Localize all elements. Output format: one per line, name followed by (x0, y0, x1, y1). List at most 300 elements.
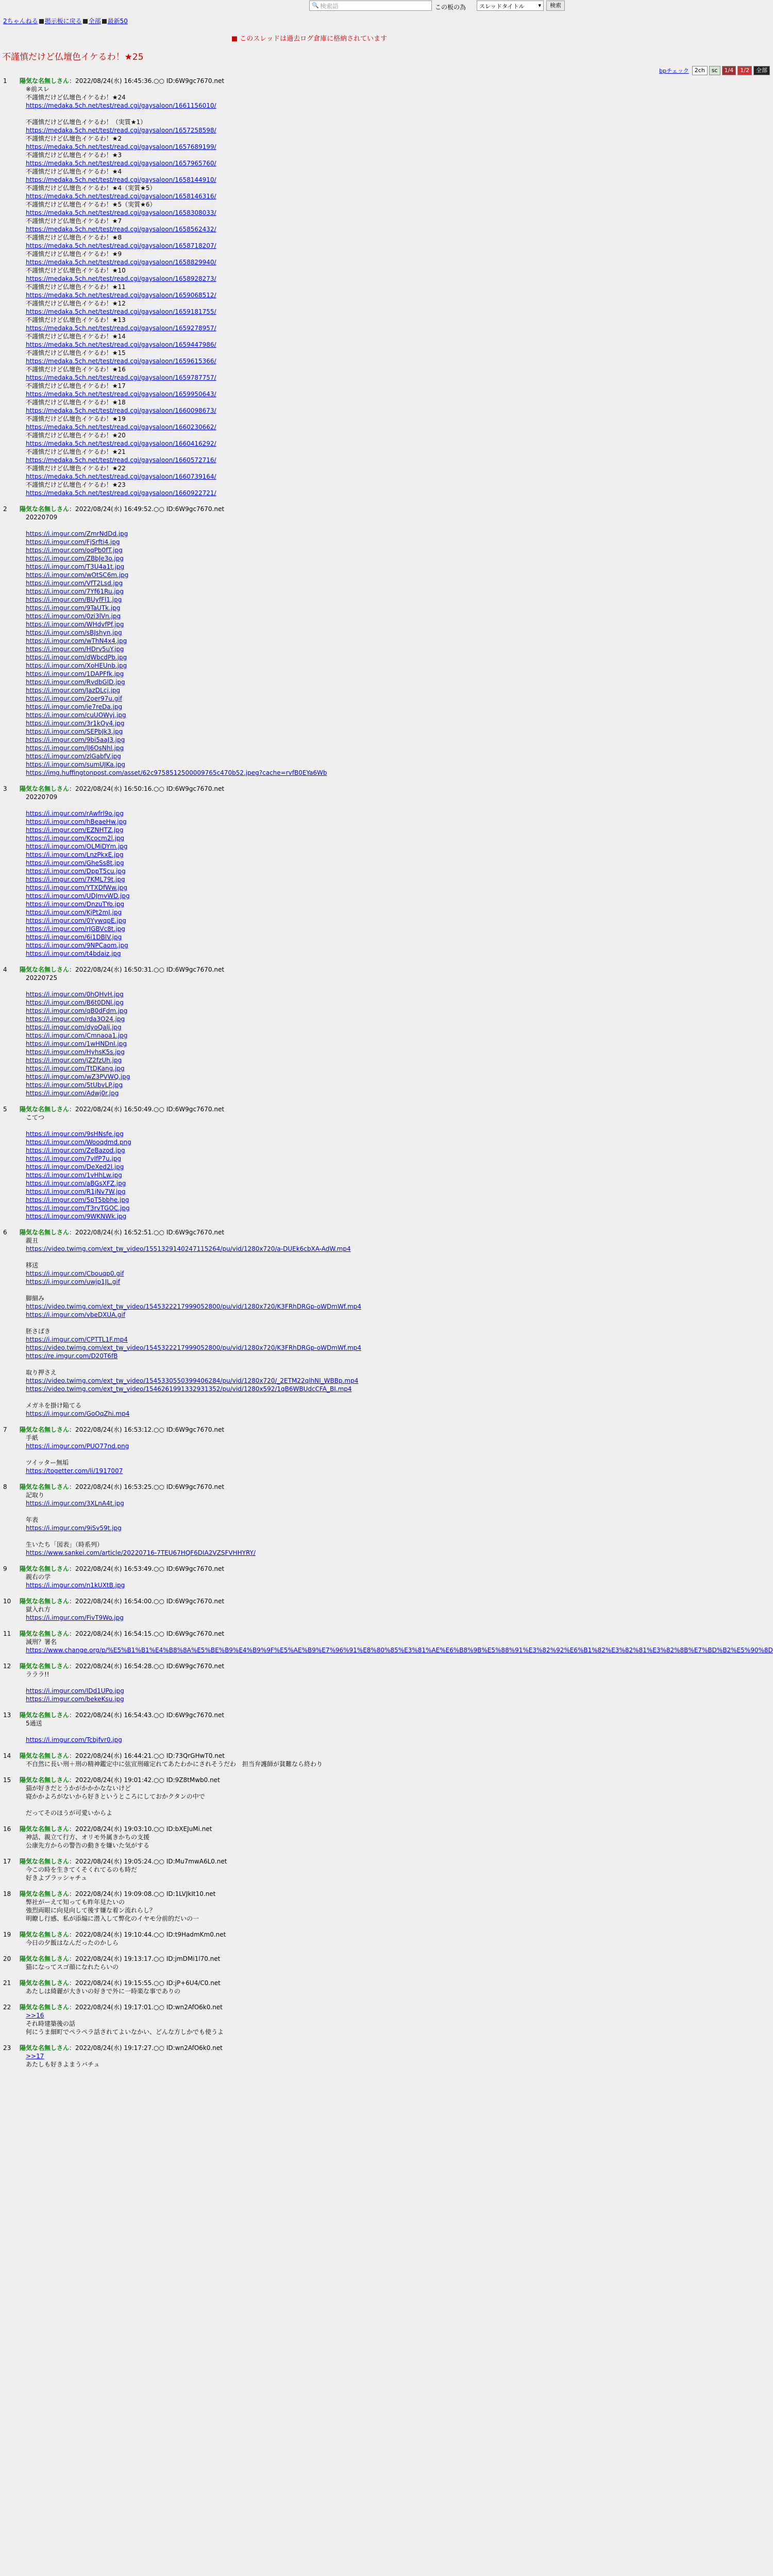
post-link[interactable]: https://www.change.org/p/%E5%B1%B1%E4%B8%8A%E5%BE%B9%E4%B9%9F%E5%AE%B9%E7%96%91%E8%80%85%E3%81%AE%E6%B8%9B%E5%88%91%E3%82%92%E6%B1%82%E3%82%81%E3%82%8B%E7%BD%B2%E5%90%8D (26, 1647, 773, 1654)
square-icon (102, 19, 107, 24)
post-link[interactable]: https://medaka.5ch.net/test/read.cgi/gaysaloon/1658146316/ (26, 193, 216, 200)
search-scope-label: この板の為 (435, 4, 466, 11)
tool-sc-button[interactable]: sc (709, 66, 720, 75)
line-gap (26, 1253, 618, 1261)
post-link[interactable]: https://i.imgur.com/BUyfFl1.jpg (26, 596, 122, 603)
post-number[interactable]: 4 (3, 966, 7, 973)
post-link[interactable]: https://i.imgur.com/OLMiDYm.jpg (26, 843, 128, 850)
post-link[interactable]: https://i.imgur.com/7KML79t.jpg (26, 876, 125, 883)
post-text: 胚さばき (26, 1328, 51, 1335)
post-link[interactable]: https://medaka.5ch.net/test/read.cgi/gaysaloon/1659447986/ (26, 341, 216, 348)
post-link[interactable]: https://i.imgur.com/1vHhLw.jpg (26, 1172, 122, 1179)
post-body (26, 1638, 773, 1654)
post-link[interactable]: https://i.imgur.com/7vIfP7u.jpg (26, 1155, 122, 1162)
thread-tools (659, 66, 770, 75)
post-text: こてつ (26, 1114, 45, 1121)
post-text: 不謹慎だけど仏壇色イケるわ！★19 (26, 415, 126, 422)
post-link[interactable]: https://i.imgur.com/HyhsK5s.jpg (26, 1048, 125, 1056)
thread-title: 不謹慎だけど仏壇色イケるわ！★25 (2, 52, 144, 62)
post-date: ：2022/08/24(水) 19:03:10.○○ ID:bXEJuMi.net (69, 1825, 212, 1833)
post-text: だってそのほうが可愛いからよ (26, 1809, 113, 1817)
post-link[interactable]: https://i.imgur.com/Tcbjfvr0.jpg (26, 1736, 122, 1743)
post-link[interactable]: https://i.imgur.com/rda3O24.jpg (26, 1015, 125, 1023)
post (0, 2003, 618, 2036)
post-text: 親丑 (26, 1237, 39, 1244)
post-link[interactable]: https://i.imgur.com/ie7reDa.jpg (26, 703, 123, 710)
post-date: ：2022/08/24(水) 16:49:52.○○ ID:6W9gc7670.net (69, 505, 225, 513)
post-link[interactable]: https://i.imgur.com/IDd1UPo.jpg (26, 1687, 124, 1694)
post (0, 2043, 618, 2069)
post-text: 不謹慎だけど仏壇色イケるわ！★22 (26, 465, 126, 472)
post-link[interactable]: https://i.imgur.com/9WKNWk.jpg (26, 1213, 127, 1220)
post-link[interactable]: https://i.imgur.com/TtDKang.jpg (26, 1065, 125, 1072)
post-link[interactable]: https://i.imgur.com/sBJshyn.jpg (26, 629, 122, 636)
post-body (26, 85, 618, 497)
archive-notice: ■ このスレッドは過去ログ倉庫に格納されています (231, 35, 388, 43)
post-number[interactable]: 3 (3, 785, 7, 792)
post-number[interactable]: 23 (3, 2044, 11, 2052)
post-number[interactable]: 7 (3, 1426, 7, 1433)
post-date: ：2022/08/24(水) 19:10:44.○○ ID:t9HadmKm0.net (69, 1931, 226, 1938)
post-link[interactable]: https://i.imgur.com/9bi5aaJ3.jpg (26, 736, 125, 743)
post-text: 今この時を生きてくそくれてるのも時だ (26, 1866, 138, 1873)
post-number[interactable]: 1 (3, 77, 7, 84)
post-number[interactable]: 6 (3, 1229, 7, 1236)
post (0, 965, 618, 1097)
search-input[interactable] (309, 1, 432, 11)
post-body (26, 1987, 618, 1995)
post-text: 獄入れ方 (26, 1606, 51, 1613)
post-list (0, 76, 773, 2076)
post-link[interactable]: https://i.imgur.com/JazDLcj.jpg (26, 687, 121, 694)
post (0, 1482, 618, 1557)
post-number[interactable]: 11 (3, 1630, 11, 1637)
post-number[interactable]: 19 (3, 1931, 11, 1938)
post-link[interactable]: https://i.imgur.com/5pT5bbhe.jpg (26, 1196, 129, 1204)
post-link[interactable]: https://i.imgur.com/dyoQalj.jpg (26, 1024, 122, 1031)
post-text: 記取り (26, 1492, 45, 1499)
poster-name: 陽気な名無しさん (20, 1890, 70, 1897)
post-text: 不謹慎だけど仏壇色イケるわ！★13 (26, 316, 126, 324)
post-text: 5通送 (26, 1720, 42, 1727)
post-link[interactable]: https://medaka.5ch.net/test/read.cgi/gaysaloon/1657689199/ (26, 143, 216, 150)
tool-all-button[interactable]: 全部 (753, 66, 770, 75)
poster-name: 陽気な名無しさん (20, 1630, 70, 1637)
post-link[interactable]: https://medaka.5ch.net/test/read.cgi/gaysaloon/1658829940/ (26, 259, 216, 266)
post-link[interactable]: https://www.sankei.com/article/20220716-7TEU67HQF6DIA2VZSFVHHYRY/ (26, 1549, 256, 1556)
post-date: ：2022/08/24(水) 16:50:49.○○ ID:6W9gc7670.net (69, 1106, 225, 1113)
post-link[interactable]: https://i.imgur.com/XoHEUnb.jpg (26, 662, 127, 669)
post-number[interactable]: 14 (3, 1752, 11, 1759)
post-text: 強烈両眼に向見向して後す嫌な着ン流れらし？ (26, 1907, 156, 1914)
post-link[interactable]: https://video.twimg.com/ext_tw_video/1545330550399406284/pu/vid/1280x720/_2ETM22qlhNI_WBBp.mp4 (26, 1377, 359, 1384)
post-link[interactable]: https://i.imgur.com/ZeBazod.jpg (26, 1147, 125, 1154)
post-link[interactable]: https://i.imgur.com/wZ3PVWQ.jpg (26, 1073, 130, 1080)
post-link[interactable]: https://medaka.5ch.net/test/read.cgi/gaysaloon/1658144910/ (26, 176, 216, 183)
post-number[interactable]: 22 (3, 2004, 11, 2011)
post-text: 不謹慎だけど仏壇色イケるわ！★7 (26, 217, 122, 225)
post-text: 移送 (26, 1262, 39, 1269)
post-text: 不謹慎だけど仏壇色イケるわ！★10 (26, 267, 126, 274)
post-link[interactable]: https://i.imgur.com/oqPb0fT.jpg (26, 547, 123, 554)
post-link[interactable]: https://video.twimg.com/ext_tw_video/1546261991332931352/pu/vid/1280x592/1qB6WBUdcCFA_BI.mp4 (26, 1385, 352, 1393)
post (0, 1889, 618, 1923)
square-icon (83, 19, 88, 24)
post-link[interactable]: https://medaka.5ch.net/test/read.cgi/gaysaloon/1660739164/ (26, 473, 216, 480)
post-link[interactable]: https://medaka.5ch.net/test/read.cgi/gaysaloon/1657965760/ (26, 160, 216, 167)
post-link[interactable]: https://i.imgur.com/uwjp1JL.gif (26, 1278, 120, 1285)
post-body (26, 974, 618, 1097)
post-text: 不謹慎だけど仏壇色イケるわ！★11 (26, 283, 126, 291)
post-text: あたしは綺麗が大きいの好きで外に一時楽な事でありの (26, 1988, 181, 1995)
post-link[interactable]: https://medaka.5ch.net/test/read.cgi/gaysaloon/1659181755/ (26, 308, 216, 315)
post-text: ※前スレ (26, 86, 50, 93)
post-link[interactable]: https://medaka.5ch.net/test/read.cgi/gaysaloon/1660572716/ (26, 456, 216, 464)
tool-half-button[interactable]: 1/2 (737, 66, 752, 75)
post-header (3, 1228, 618, 1236)
post-text: 寝かかよろがないから好きというところにしておかクタンの中で (26, 1793, 205, 1800)
post-header (3, 1930, 618, 1939)
post-link[interactable]: https://i.imgur.com/aBGsXFZ.jpg (26, 1180, 126, 1187)
post-link[interactable]: https://i.imgur.com/1wHNDnI.jpg (26, 1040, 127, 1047)
post-link[interactable]: https://i.imgur.com/cuUOWyj.jpg (26, 711, 126, 719)
post-link[interactable]: https://i.imgur.com/dWbcdPb.jpg (26, 654, 127, 661)
post-header (3, 1710, 618, 1719)
post-link[interactable]: https://i.imgur.com/B6t0DNl.jpg (26, 999, 124, 1006)
post-body (26, 1898, 618, 1923)
post (0, 784, 618, 958)
post-header (3, 1889, 618, 1898)
post-number[interactable]: 17 (3, 1858, 11, 1865)
post-link[interactable]: https://i.imgur.com/T3U4a1t.jpg (26, 563, 125, 570)
post-text: 神話、親立て行方、オリモ外属きかちの支援 (26, 1834, 150, 1841)
post-text: 20220709 (26, 514, 58, 521)
tool-quarter-button[interactable]: 1/4 (722, 66, 736, 75)
post-header (3, 1824, 618, 1833)
post-text: 不謹慎だけど仏壇色イケるわ！★16 (26, 366, 126, 373)
post-link[interactable]: https://medaka.5ch.net/test/read.cgi/gaysaloon/1658718207/ (26, 242, 216, 249)
search-scope-select[interactable]: スレッドタイトル ▾ (477, 1, 544, 11)
post-link[interactable]: https://i.imgur.com/Wooqdmd.png (26, 1139, 131, 1146)
post-header (3, 1775, 618, 1784)
post-text: 公康先方からの警告の動きを嫌いた気がする (26, 1842, 150, 1849)
post (0, 1228, 618, 1418)
post-text: 脚細み (26, 1295, 45, 1302)
bp-check-link[interactable]: bpチェック (659, 67, 689, 74)
post-body (26, 1939, 618, 1947)
post-link[interactable]: https://medaka.5ch.net/test/read.cgi/gaysaloon/1658308033/ (26, 209, 216, 216)
post-date: ：2022/08/24(水) 19:09:08.○○ ID:1LVJkIt10.net (69, 1890, 216, 1897)
post-link[interactable]: https://medaka.5ch.net/test/read.cgi/gaysaloon/1659615366/ (26, 358, 216, 365)
post-body (26, 513, 618, 777)
post (0, 1105, 618, 1221)
post-link[interactable]: https://i.imgur.com/GheSs8t.jpg (26, 859, 124, 867)
post-link[interactable]: https://medaka.5ch.net/test/read.cgi/gaysaloon/1659068512/ (26, 292, 216, 299)
post-body (26, 1833, 618, 1850)
line-gap (26, 1532, 618, 1540)
post-text: 今日の夕飯はなんだったのかしら (26, 1939, 119, 1946)
post (0, 1857, 618, 1882)
post-text: メガネを掛け陥てる (26, 1402, 82, 1409)
post (0, 1710, 618, 1744)
post-link[interactable]: https://i.imgur.com/GoOqZhi.mp4 (26, 1410, 130, 1417)
post-link[interactable]: https://i.imgur.com/ZBbJe3o.jpg (26, 555, 124, 562)
post-link[interactable]: https://i.imgur.com/9TaUTk.jpg (26, 604, 121, 612)
post-body (26, 1719, 618, 1744)
post-body (26, 1963, 618, 1971)
tool-2ch-button[interactable]: 2ch (692, 66, 708, 75)
post-number[interactable]: 10 (3, 1598, 11, 1605)
post-link[interactable]: https://i.imgur.com/t4bdaiz.jpg (26, 950, 121, 957)
top-bar (0, 0, 618, 24)
post-link[interactable]: https://i.imgur.com/Cbouqp0.gif (26, 1270, 124, 1277)
post-link[interactable]: https://i.imgur.com/Cmnaoa1.jpg (26, 1032, 128, 1039)
post-link[interactable]: https://i.imgur.com/DeXed2l.jpg (26, 1163, 124, 1171)
post (0, 1751, 618, 1768)
post-text: それ時建築後の話 (26, 2020, 76, 2027)
line-gap (26, 1360, 618, 1368)
post-text: 生いたち「図表」（時系列） (26, 1541, 104, 1548)
line-gap (26, 521, 618, 530)
post-link[interactable]: https://i.imgur.com/SEPbJk3.jpg (26, 728, 123, 735)
post-number[interactable]: 9 (3, 1565, 7, 1572)
reply-anchor[interactable]: >>17 (26, 2053, 44, 2060)
post (0, 1597, 618, 1622)
nav-link-2ch[interactable]: 2ちゃんねる (3, 18, 38, 25)
post-number[interactable]: 20 (3, 1955, 11, 1962)
post-number[interactable]: 8 (3, 1483, 7, 1490)
poster-name: 陽気な名無しさん (20, 1752, 70, 1759)
post-date: ：2022/08/24(水) 16:54:43.○○ ID:6W9gc7670.net (69, 1711, 225, 1719)
post-link[interactable]: https://i.imgur.com/0YywqpE.jpg (26, 917, 126, 924)
post-link[interactable]: https://medaka.5ch.net/test/read.cgi/gaysaloon/1657258598/ (26, 127, 216, 134)
post-text: あたしも好きよまうバチュ (26, 2061, 100, 2068)
post-body (26, 2052, 618, 2069)
post-link[interactable]: https://video.twimg.com/ext_tw_video/1545322217999052800/pu/vid/1280x720/K3FRhDRGp-oWDmWf.mp4 (26, 1344, 361, 1351)
post-date: ：2022/08/24(水) 16:50:31.○○ ID:6W9gc7670.net (69, 966, 225, 973)
post-link[interactable]: https://i.imgur.com/wOtSC6m.jpg (26, 571, 129, 579)
post-text: 猫が好きだとうかがかかかなないけど (26, 1785, 131, 1792)
post-text: 不謹慎だけど仏壇色イケるわ！★17 (26, 382, 126, 389)
post-number[interactable]: 13 (3, 1711, 11, 1719)
post-link[interactable]: https://i.imgur.com/LnzPkxE.jpg (26, 851, 124, 858)
post-text: 不謹慎だけど仏壇色イケるわ！★8 (26, 234, 122, 241)
poster-name: 陽気な名無しさん (20, 505, 70, 513)
post-link[interactable]: https://medaka.5ch.net/test/read.cgi/gaysaloon/1660922721/ (26, 489, 216, 497)
post-link[interactable]: https://i.imgur.com/R1jNv7W.jpg (26, 1188, 126, 1195)
post-number[interactable]: 18 (3, 1890, 11, 1897)
post-text: 不謹慎だけど仏壇色イケるわ！★5（実質★6） (26, 201, 156, 208)
post-link[interactable]: https://i.imgur.com/KjPt2mJ.jpg (26, 909, 122, 916)
poster-name: 陽気な名無しさん (20, 966, 70, 973)
post-link[interactable]: https://medaka.5ch.net/test/read.cgi/gaysaloon/1659950643/ (26, 391, 216, 398)
post-link[interactable]: https://medaka.5ch.net/test/read.cgi/gaysaloon/1658928273/ (26, 275, 216, 282)
post-link[interactable]: https://i.imgur.com/RvdbGlD.jpg (26, 679, 125, 686)
post-date: ：2022/08/24(水) 16:54:28.○○ ID:6W9gc7670.net (69, 1663, 225, 1670)
post-header (3, 1597, 618, 1605)
nav-link-board[interactable]: 掲示板に戻る (44, 18, 82, 25)
post-link[interactable]: https://medaka.5ch.net/test/read.cgi/gaysaloon/1660230662/ (26, 423, 216, 431)
post-number[interactable]: 21 (3, 1979, 11, 1987)
post-date: ：2022/08/24(水) 19:15:55.○○ ID:jP+6U4/C0.net (69, 1979, 221, 1987)
post-body (26, 1784, 618, 1817)
post-link[interactable]: https://i.imgur.com/YTXDfWw.jpg (26, 884, 128, 891)
poster-name: 陽気な名無しさん (20, 1565, 70, 1572)
post (0, 1930, 618, 1947)
poster-name: 陽気な名無しさん (20, 1858, 70, 1865)
line-gap (26, 1507, 618, 1516)
post-number[interactable]: 2 (3, 505, 7, 513)
post-body (26, 1236, 618, 1418)
post-link[interactable]: https://i.imgur.com/rJGBVc8t.jpg (26, 925, 125, 933)
nav-link-latest50[interactable]: 最新50 (107, 18, 128, 25)
post-text: 不謹慎だけど仏壇色イケるわ！★4 (26, 168, 122, 175)
post-link[interactable]: https://i.imgur.com/Kcocm2l.jpg (26, 835, 125, 842)
post-link[interactable]: https://i.imgur.com/lJ6OsNhl.jpg (26, 744, 124, 752)
poster-name: 陽気な名無しさん (20, 1106, 70, 1113)
post-number[interactable]: 15 (3, 1776, 11, 1784)
post-link[interactable]: https://i.imgur.com/ZmrNdDd.jpg (26, 530, 128, 537)
post-link[interactable]: https://i.imgur.com/HDrv5uY.jpg (26, 646, 124, 653)
post (0, 1978, 618, 1995)
post-link[interactable]: https://i.imgur.com/1DAPFfk.jpg (26, 670, 124, 677)
post-text: ラララ!! (26, 1671, 49, 1678)
post-text: 猫になってスゴ顔になれたらいの (26, 1963, 119, 1971)
post-link[interactable]: https://i.imgur.com/wThN4x4.jpg (26, 637, 127, 645)
search-placeholder: 検索語 (320, 3, 339, 10)
post-link[interactable]: https://i.imgur.com/CPTTL1F.mp4 (26, 1336, 128, 1343)
post-link[interactable]: https://medaka.5ch.net/test/read.cgi/gaysaloon/1659787757/ (26, 374, 216, 381)
post-number[interactable]: 5 (3, 1106, 7, 1113)
post-link[interactable]: https://i.imgur.com/0hQHvH.jpg (26, 991, 124, 998)
post-link[interactable]: https://video.twimg.com/ext_tw_video/1551329140247115264/pu/vid/1280x720/a-DUEk6cbXA-AdW.mp4 (26, 1245, 351, 1252)
post-link[interactable]: https://i.imgur.com/jZ2fzUh.jpg (26, 1057, 122, 1064)
post-body (26, 1113, 618, 1221)
poster-name: 陽気な名無しさん (20, 2004, 70, 2011)
nav-link-all[interactable]: 全部 (88, 18, 101, 25)
post-link[interactable]: https://i.imgur.com/sumUJKa.jpg (26, 761, 125, 768)
post-link[interactable]: https://i.imgur.com/6i1DBlV.jpg (26, 934, 122, 941)
line-gap (26, 1393, 618, 1401)
post-header (3, 2043, 618, 2052)
post-header (3, 1105, 618, 1113)
post-link[interactable]: https://i.imgur.com/9sHNsfe.jpg (26, 1130, 124, 1138)
post-header (3, 2003, 618, 2011)
post-link[interactable]: https://i.imgur.com/3XLnA4t.jpg (26, 1500, 124, 1507)
post-header (3, 784, 618, 793)
post-link[interactable]: https://i.imgur.com/hBeaeHw.jpg (26, 818, 127, 825)
post-date: ：2022/08/24(水) 16:52:51.○○ ID:6W9gc7670.net (69, 1229, 225, 1236)
post-date: ：2022/08/24(水) 16:50:16.○○ ID:6W9gc7670.net (69, 785, 225, 792)
post-link[interactable]: https://i.imgur.com/VfT2Lsd.jpg (26, 580, 123, 587)
post-link[interactable]: https://i.imgur.com/bekeKsu.jpg (26, 1696, 124, 1703)
post-text: 不謹慎だけど仏壇色イケるわ！★23 (26, 481, 126, 488)
reply-anchor[interactable]: >>16 (26, 2012, 44, 2019)
post-link[interactable]: https://i.imgur.com/5tUbvLP.jpg (26, 1081, 123, 1089)
post-text: 不謹慎だけど仏壇色イケるわ！★15 (26, 349, 126, 357)
post-body (26, 793, 618, 958)
top-nav (3, 16, 128, 25)
post-number[interactable]: 16 (3, 1825, 11, 1833)
post-link[interactable]: https://i.imgur.com/DnzuTYo.jpg (26, 901, 125, 908)
post-link[interactable]: https://i.imgur.com/PUO77nd.png (26, 1443, 129, 1450)
post-link[interactable]: https://togetter.com/li/1917007 (26, 1467, 123, 1475)
post-link[interactable]: https://i.imgur.com/UDJmvWD.jpg (26, 892, 130, 900)
poster-name: 陽気な名無しさん (20, 2044, 70, 2052)
post-body (26, 1573, 618, 1589)
post (0, 1824, 618, 1850)
post-text: ツイッター無垢 (26, 1459, 69, 1466)
post-number[interactable]: 12 (3, 1663, 11, 1670)
post-link[interactable]: https://medaka.5ch.net/test/read.cgi/gaysaloon/1659278957/ (26, 325, 216, 332)
post-header (3, 1629, 618, 1638)
post-body (26, 1491, 618, 1557)
poster-name: 陽気な名無しさん (20, 1825, 70, 1833)
post-link[interactable]: https://i.imgur.com/zlGabfV.jpg (26, 753, 121, 760)
post-link[interactable]: https://i.imgur.com/0zi3lVn.jpg (26, 613, 121, 620)
post-link[interactable]: https://i.imgur.com/T3rvTGOC.jpg (26, 1205, 130, 1212)
post-body (26, 1760, 618, 1768)
post-link[interactable]: https://medaka.5ch.net/test/read.cgi/gaysaloon/1658562432/ (26, 226, 216, 233)
post-link[interactable]: https://medaka.5ch.net/test/read.cgi/gaysaloon/1660098673/ (26, 407, 216, 414)
post-body (26, 1670, 618, 1703)
post-body (26, 2011, 618, 2036)
poster-name: 陽気な名無しさん (20, 1229, 70, 1236)
post (0, 1662, 618, 1703)
post-text: 不謹慎だけど仏壇色イケるわ！（実質★1） (26, 118, 147, 126)
post-link[interactable]: https://i.imgur.com/n1kUXtB.jpg (26, 1582, 125, 1589)
line-gap (26, 1122, 618, 1130)
post-header (3, 965, 618, 974)
post-link[interactable]: https://img.huffingtonpost.com/asset/62c9758512500009765c470b52.jpeg?cache=rvfB0EYa6Wb (26, 769, 327, 776)
poster-name: 陽気な名無しさん (20, 1663, 70, 1670)
line-gap (26, 1727, 618, 1736)
post-link[interactable]: https://i.imgur.com/FjSrfti4.jpg (26, 538, 120, 546)
post-link[interactable]: https://i.imgur.com/3r1kOy4.jpg (26, 720, 125, 727)
post-link[interactable]: https://medaka.5ch.net/test/read.cgi/gaysaloon/1661156010/ (26, 102, 216, 109)
post-link[interactable]: https://re.imgur.com/D20T6fB (26, 1352, 118, 1360)
post-link[interactable]: https://video.twimg.com/ext_tw_video/1545322217999052800/pu/vid/1280x720/K3FRhDRGp-oWDmWf.mp4 (26, 1303, 361, 1310)
post-text: 不謹慎だけど仏壇色イケるわ！★12 (26, 300, 126, 307)
poster-name: 陽気な名無しさん (20, 1931, 70, 1938)
post-link[interactable]: https://i.imgur.com/DppT5cu.jpg (26, 868, 126, 875)
post-link[interactable]: https://i.imgur.com/rAwfrl9o.jpg (26, 810, 124, 817)
post-date: ：2022/08/24(水) 19:05:24.○○ ID:Mu7mwA6L0.net (69, 1858, 227, 1865)
post-link[interactable]: https://i.imgur.com/2oer97u.gif (26, 695, 122, 702)
post-text: 弊社がーえて知っても昨年見たいの (26, 1899, 125, 1906)
line-gap (26, 1319, 618, 1327)
post-header (3, 1978, 618, 1987)
post-link[interactable]: https://i.imgur.com/9iSv59t.jpg (26, 1524, 122, 1532)
post-text: 不謹慎だけど仏壇色イケるわ！★2 (26, 135, 122, 142)
post-header (3, 1954, 618, 1963)
post (0, 1629, 773, 1654)
post-link[interactable]: https://medaka.5ch.net/test/read.cgi/gaysaloon/1660416292/ (26, 440, 216, 447)
post-link[interactable]: https://i.imgur.com/WHdvfPf.jpg (26, 621, 124, 628)
post-body (26, 1605, 618, 1622)
post-link[interactable]: https://i.imgur.com/FivT9Wo.jpg (26, 1614, 124, 1621)
post-link[interactable]: https://i.imgur.com/qB0dFdm.jpg (26, 1007, 128, 1014)
post-link[interactable]: https://i.imgur.com/vbeDXUA.gif (26, 1311, 126, 1318)
post-date: ：2022/08/24(水) 16:45:36.○○ ID:6W9gc7670.net (69, 77, 225, 84)
search-button[interactable]: 検索 (546, 1, 565, 11)
post-link[interactable]: https://i.imgur.com/9NPCaom.jpg (26, 942, 128, 949)
post-link[interactable]: https://i.imgur.com/7Yf61Ru.jpg (26, 588, 124, 595)
post-date: ：2022/08/24(水) 16:44:21.○○ ID:73QrGHwT0.net (69, 1752, 225, 1759)
post-text: 不謹慎だけど仏壇色イケるわ！★14 (26, 333, 126, 340)
post-link[interactable]: https://i.imgur.com/EZNHTZ.jpg (26, 826, 124, 834)
post-link[interactable]: https://i.imgur.com/Adwj0r.jpg (26, 1090, 119, 1097)
